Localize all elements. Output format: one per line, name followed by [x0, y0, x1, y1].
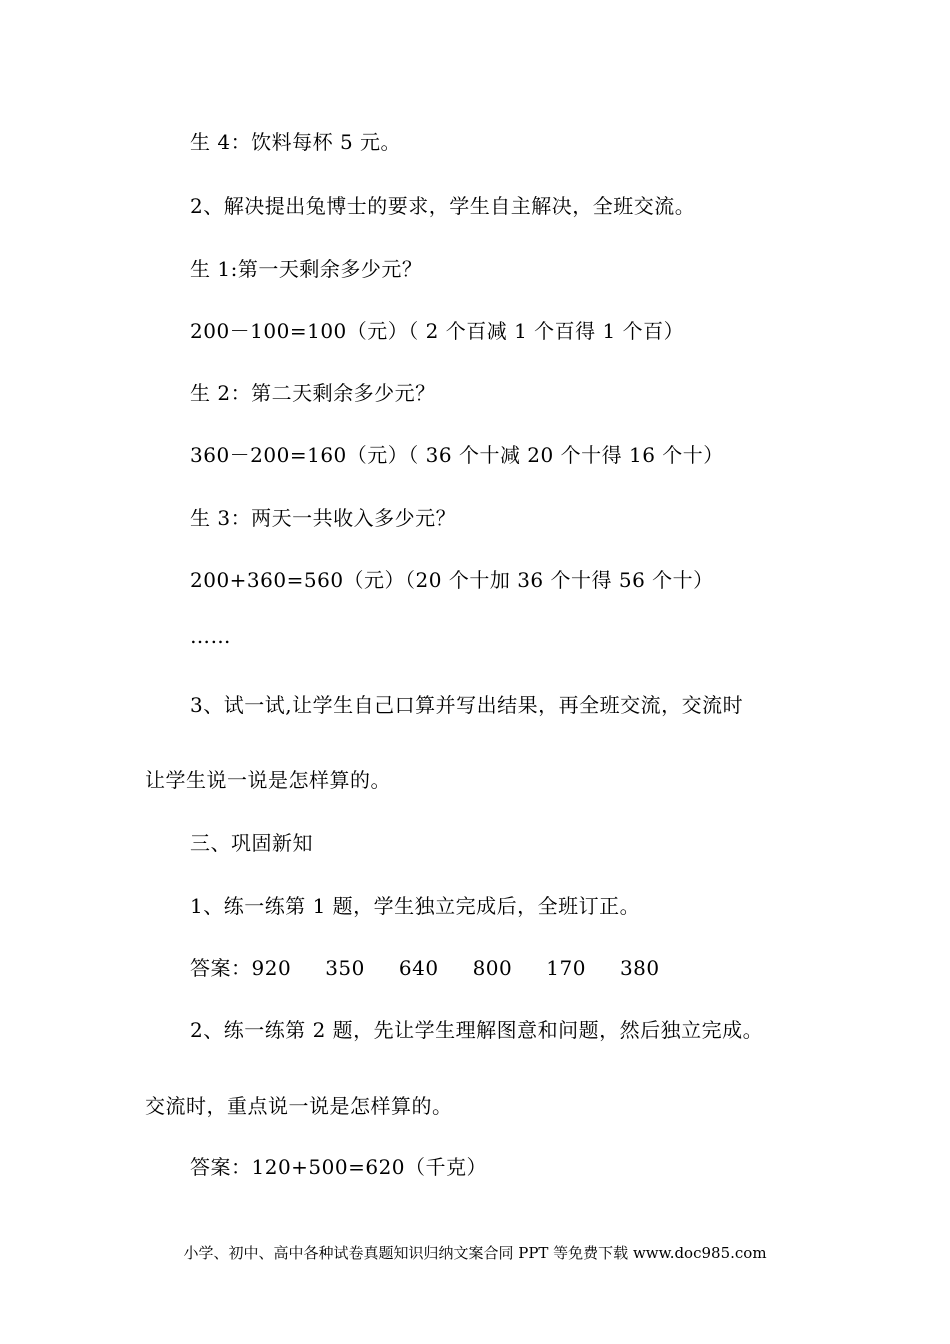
- equation-line: 200－100=100（元）（ 2 个百减 1 个百得 1 个百）: [190, 319, 685, 343]
- paragraph-line: 生 4：饮料每杯 5 元。: [190, 130, 402, 154]
- paragraph-line: 生 3：两天一共收入多少元？: [190, 506, 457, 530]
- paragraph-line: 2、练一练第 2 题，先让学生理解图意和问题，然后独立完成。: [190, 1018, 764, 1042]
- equation-line: 360－200=160（元）（ 36 个十减 20 个十得 16 个十）: [190, 443, 724, 467]
- paragraph-line: 生 1:第一天剩余多少元？: [190, 257, 423, 281]
- paragraph-line: 生 2：第二天剩余多少元？: [190, 381, 436, 405]
- answer-value: 800: [472, 956, 513, 980]
- ellipsis-line: ……: [190, 624, 231, 648]
- answer-value: 640: [398, 956, 439, 980]
- answer-label: 答案：: [190, 956, 252, 980]
- paragraph-line: 交流时，重点说一说是怎样算的。: [145, 1094, 453, 1118]
- paragraph-line: 3、试一试,让学生自己口算并写出结果，再全班交流，交流时: [190, 693, 744, 717]
- paragraph-line: 2、解决提出兔博士的要求，学生自主解决，全班交流。: [190, 194, 696, 218]
- section-heading: 三、巩固新知: [190, 831, 313, 855]
- answer-value: 920: [251, 956, 292, 980]
- paragraph-line: 让学生说一说是怎样算的。: [145, 768, 391, 792]
- paragraph-line: 1、练一练第 1 题，学生独立完成后，全班订正。: [190, 894, 641, 918]
- answer-line: [190, 954, 660, 982]
- equation-line: 200+360=560（元）（20 个十加 36 个十得 56 个十）: [190, 568, 714, 592]
- page-footer: 小学、初中、高中各种试卷真题知识归纳文案合同 PPT 等免费下载 www.doc985.com: [183, 1244, 767, 1262]
- answer-value: 350: [325, 956, 365, 980]
- answer-value: 380: [619, 956, 660, 980]
- answer-line: 答案：120+500=620（千克）: [190, 1155, 488, 1179]
- answer-value: 170: [546, 956, 586, 980]
